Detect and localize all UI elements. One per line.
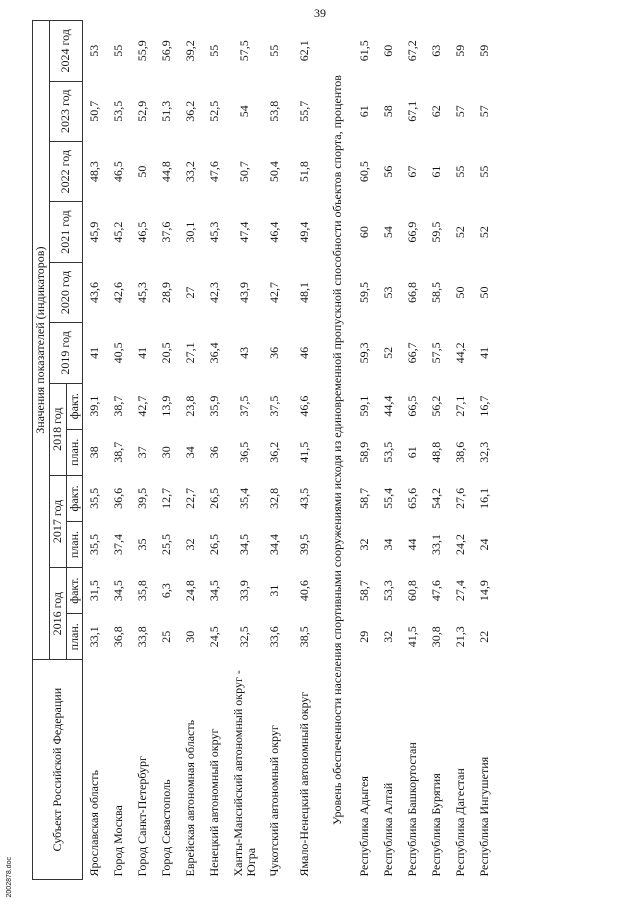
value-cell: 43 [237,346,252,359]
value-cell: 60 [381,44,396,57]
value-cell: 33,8 [135,626,150,648]
value-cell: 40,6 [297,580,312,602]
header-values: Значения показателей (индикаторов) [33,21,50,660]
value-cell: 33,1 [87,626,102,648]
value-cell: 33,2 [183,161,198,183]
value-cell: 44,8 [159,161,174,183]
value-cell: 34,4 [267,534,282,556]
value-cell: 44,4 [381,395,396,417]
header-2021: 2021 год [49,202,83,262]
value-cell: 36,2 [267,441,282,463]
value-cell: 59,5 [357,281,372,303]
value-cell: 13,9 [159,395,174,417]
value-cell: 37,4 [111,534,126,556]
value-cell: 30 [159,446,174,459]
value-cell: 58,7 [357,487,372,509]
value-cell: 22,7 [183,487,198,509]
page-number: 39 [314,6,326,20]
value-cell: 27,6 [453,487,468,509]
value-cell: 37 [135,446,150,459]
row-subject-name: Город Москва [111,805,126,877]
value-cell: 24,2 [453,534,468,556]
value-cell: 36,5 [237,441,252,463]
value-cell: 41 [477,346,492,359]
value-cell: 53 [87,44,102,57]
value-cell: 52 [453,226,468,239]
header-subject: Субъект Российской Федерации [33,660,83,880]
value-cell: 38,7 [111,395,126,417]
value-cell: 41 [87,346,102,359]
value-cell: 53,5 [111,100,126,122]
value-cell: 51,8 [297,161,312,183]
value-cell: 46,6 [297,395,312,417]
value-cell: 46,5 [135,221,150,243]
value-cell: 45,3 [135,281,150,303]
value-cell: 47,6 [207,161,222,183]
value-cell: 6,3 [159,583,174,599]
header-2023: 2023 год [49,81,83,141]
header-fact: факт. [66,383,83,429]
row-subject-name: Республика Бурятия [429,773,444,877]
value-cell: 57,5 [429,342,444,364]
header-2024: 2024 год [49,21,83,82]
value-cell: 35,9 [207,395,222,417]
table-body-b [353,21,497,880]
row-subject-name: Город Севастополь [159,779,174,877]
header-2022: 2022 год [49,141,83,201]
section-body [323,21,353,880]
header-plan: план. [66,614,83,660]
table-row [263,21,287,880]
value-cell: 20,5 [159,342,174,364]
value-cell: 59 [453,44,468,57]
value-cell: 50 [135,165,150,178]
value-cell: 30,8 [429,626,444,648]
value-cell: 60,5 [357,161,372,183]
value-cell: 35,4 [237,487,252,509]
value-cell: 27,1 [183,342,198,364]
value-cell: 53,8 [267,100,282,122]
value-cell: 61 [405,446,420,459]
value-cell: 39,5 [297,534,312,556]
table-row [401,21,425,880]
value-cell: 36,8 [111,626,126,648]
value-cell: 39,5 [135,487,150,509]
table-row [107,21,131,880]
table-row [179,21,203,880]
value-cell: 55,4 [381,487,396,509]
header-2019: 2019 год [49,323,83,383]
value-cell: 67 [405,165,420,178]
value-cell: 45,2 [111,221,126,243]
header-2016: 2016 год [49,568,66,660]
table-row [449,21,473,880]
value-cell: 24 [477,538,492,551]
value-cell: 31 [267,584,282,597]
value-cell: 38 [87,446,102,459]
value-cell: 61 [429,165,444,178]
value-cell: 26,5 [207,534,222,556]
table-row [83,21,108,880]
value-cell: 36,2 [183,100,198,122]
value-cell: 43,5 [297,487,312,509]
value-cell: 46,5 [111,161,126,183]
value-cell: 58,7 [357,580,372,602]
value-cell: 53,5 [381,441,396,463]
value-cell: 16,1 [477,487,492,509]
value-cell: 29 [357,630,372,643]
value-cell: 41 [135,346,150,359]
value-cell: 32,5 [237,626,252,648]
value-cell: 54,2 [429,487,444,509]
row-subject-name: Еврейская автономная область [183,719,198,877]
value-cell: 36,6 [111,487,126,509]
row-subject-name: Республика Ингушетия [477,756,492,877]
value-cell: 37,5 [267,395,282,417]
table-row [131,21,155,880]
value-cell: 34 [381,538,396,551]
value-cell: 51,3 [159,100,174,122]
row-subject-name: Ямало-Ненецкий автономный округ [297,691,312,877]
value-cell: 45,3 [207,221,222,243]
value-cell: 55 [477,165,492,178]
rotated-table-container [32,20,612,880]
table-row [203,21,227,880]
value-cell: 26,5 [207,487,222,509]
value-cell: 50,4 [267,161,282,183]
row-subject-name: Республика Адыгея [357,776,372,877]
value-cell: 34,5 [111,580,126,602]
value-cell: 58 [381,105,396,118]
value-cell: 44,2 [453,342,468,364]
value-cell: 42,7 [267,281,282,303]
value-cell: 55 [111,44,126,57]
value-cell: 38,5 [297,626,312,648]
value-cell: 52 [477,226,492,239]
value-cell: 22 [477,630,492,643]
value-cell: 28,9 [159,281,174,303]
value-cell: 38,6 [453,441,468,463]
value-cell: 53,3 [381,580,396,602]
value-cell: 34 [183,446,198,459]
value-cell: 67,2 [405,40,420,62]
value-cell: 12,7 [159,487,174,509]
value-cell: 41,5 [297,441,312,463]
value-cell: 52,9 [135,100,150,122]
value-cell: 35,5 [87,534,102,556]
header-fact: факт. [66,475,83,521]
value-cell: 57 [477,105,492,118]
value-cell: 37,5 [237,395,252,417]
value-cell: 50 [453,286,468,299]
value-cell: 32 [183,538,198,551]
table-row [377,21,401,880]
value-cell: 53 [381,286,396,299]
value-cell: 56,2 [429,395,444,417]
value-cell: 46 [297,346,312,359]
value-cell: 39,2 [183,40,198,62]
value-cell: 36 [267,346,282,359]
value-cell: 27 [183,286,198,299]
table-row [155,21,179,880]
value-cell: 33,6 [267,626,282,648]
value-cell: 34,5 [237,534,252,556]
value-cell: 45,9 [87,221,102,243]
value-cell: 33,9 [237,580,252,602]
value-cell: 30 [183,630,198,643]
value-cell: 65,6 [405,487,420,509]
value-cell: 32,3 [477,441,492,463]
value-cell: 39,1 [87,395,102,417]
value-cell: 59,3 [357,342,372,364]
value-cell: 34,5 [207,580,222,602]
value-cell: 23,8 [183,395,198,417]
indicators-table [32,20,497,880]
value-cell: 41,5 [405,626,420,648]
table-row [425,21,449,880]
value-cell: 37,6 [159,221,174,243]
value-cell: 50 [477,286,492,299]
value-cell: 48,3 [87,161,102,183]
value-cell: 59,5 [429,221,444,243]
value-cell: 38,7 [111,441,126,463]
value-cell: 56,9 [159,40,174,62]
value-cell: 42,7 [135,395,150,417]
value-cell: 56 [381,165,396,178]
value-cell: 55 [267,44,282,57]
value-cell: 66,8 [405,281,420,303]
value-cell: 32 [357,538,372,551]
value-cell: 67,1 [405,100,420,122]
value-cell: 47,6 [429,580,444,602]
value-cell: 25,5 [159,534,174,556]
value-cell: 66,5 [405,395,420,417]
value-cell: 32,8 [267,487,282,509]
value-cell: 24,5 [207,626,222,648]
row-subject-name: Город Санкт-Петербург [135,756,150,877]
header-fact: факт. [66,568,83,614]
value-cell: 48,8 [429,441,444,463]
value-cell: 44 [405,538,420,551]
table-row [353,21,377,880]
table-body-a [83,21,324,880]
value-cell: 52,5 [207,100,222,122]
value-cell: 50,7 [237,161,252,183]
value-cell: 33,1 [429,534,444,556]
value-cell: 27,4 [453,580,468,602]
row-subject-name: Ярославская область [87,769,102,877]
value-cell: 60 [357,226,372,239]
table-row [287,21,323,880]
value-cell: 24,8 [183,580,198,602]
value-cell: 35,8 [135,580,150,602]
header-2020: 2020 год [49,262,83,322]
value-cell: 57 [453,105,468,118]
value-cell: 16,7 [477,395,492,417]
value-cell: 62,1 [297,40,312,62]
value-cell: 58,5 [429,281,444,303]
value-cell: 61 [357,105,372,118]
value-cell: 58,9 [357,441,372,463]
value-cell: 47,4 [237,221,252,243]
value-cell: 57,5 [237,40,252,62]
value-cell: 55 [207,44,222,57]
value-cell: 50,7 [87,100,102,122]
value-cell: 43,6 [87,281,102,303]
value-cell: 43,9 [237,281,252,303]
value-cell: 36,4 [207,342,222,364]
value-cell: 61,5 [357,40,372,62]
value-cell: 63 [429,44,444,57]
value-cell: 42,6 [111,281,126,303]
row-subject-name: Республика Алтай [381,782,396,877]
value-cell: 42,3 [207,281,222,303]
value-cell: 55 [453,165,468,178]
value-cell: 32 [381,630,396,643]
value-cell: 48,1 [297,281,312,303]
value-cell: 54 [381,226,396,239]
value-cell: 55,9 [135,40,150,62]
value-cell: 54 [237,105,252,118]
value-cell: 36 [207,446,222,459]
value-cell: 40,5 [111,342,126,364]
row-subject-name: Республика Дагестан [453,768,468,877]
header-2018: 2018 год [49,383,66,475]
value-cell: 25 [159,630,174,643]
value-cell: 66,7 [405,342,420,364]
header-2017: 2017 год [49,475,66,567]
value-cell: 30,1 [183,221,198,243]
value-cell: 59,1 [357,395,372,417]
file-footer: 2002878.doc [6,856,13,897]
value-cell: 52 [381,346,396,359]
table-row [473,21,497,880]
section-title: Уровень обеспеченности населения спортивными сооружениями исходя из единовременной пропускной способности объектов спорта, процентов [330,75,345,825]
value-cell: 66,9 [405,221,420,243]
value-cell: 27,1 [453,395,468,417]
value-cell: 60,8 [405,580,420,602]
row-subject-name: Республика Башкортостан [405,742,420,877]
value-cell: 14,9 [477,580,492,602]
value-cell: 55,7 [297,100,312,122]
value-cell: 62 [429,105,444,118]
value-cell: 49,4 [297,221,312,243]
value-cell: 46,4 [267,221,282,243]
value-cell: 35,5 [87,487,102,509]
row-subject-name: Чукотский автономный округ [267,725,282,877]
value-cell: 35 [135,538,150,551]
row-subject-name: Ненецкий автономный округ [207,728,222,877]
value-cell: 59 [477,44,492,57]
table-row [227,21,263,880]
value-cell: 21,3 [453,626,468,648]
value-cell: 31,5 [87,580,102,602]
header-plan: план. [66,521,83,567]
row-subject-name: Ханты-Мансийский автономный округ - Югра [230,670,259,877]
header-plan: план. [66,429,83,475]
